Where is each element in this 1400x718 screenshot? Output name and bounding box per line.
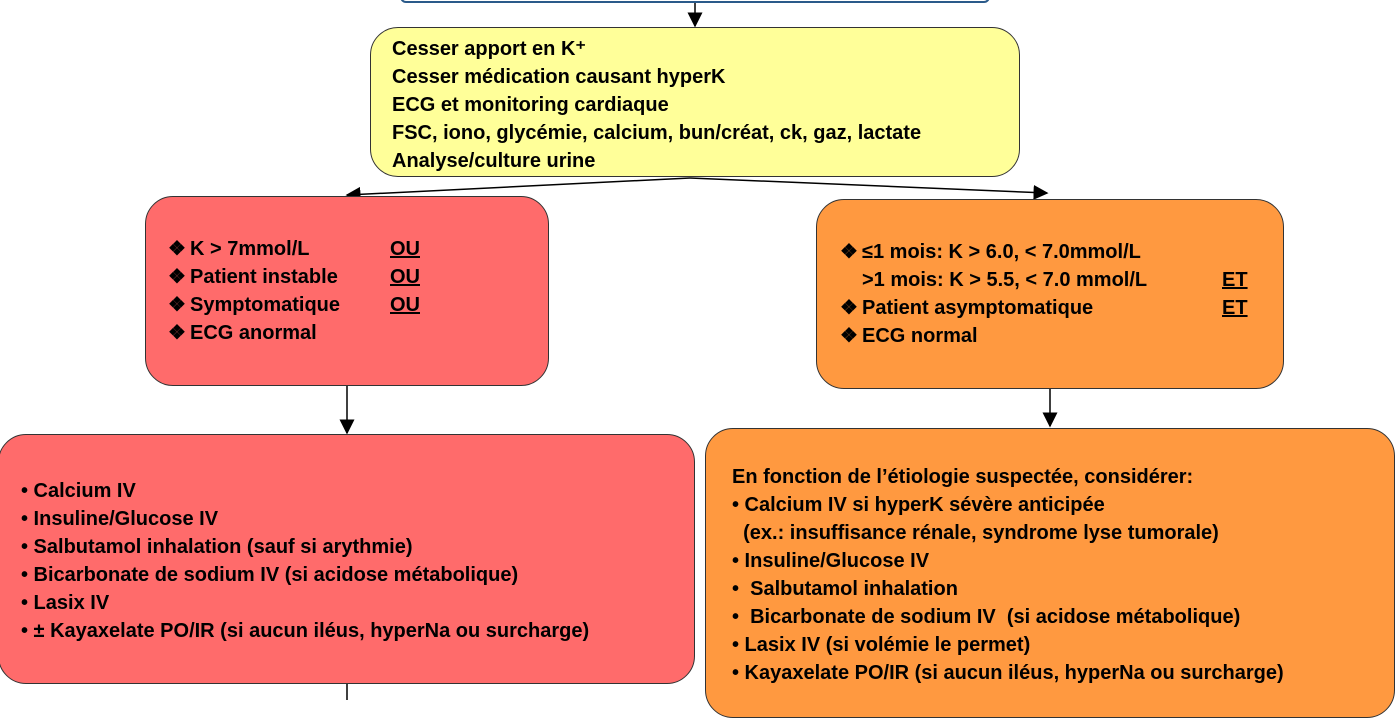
initial-action-item: Cesser apport en K⁺ [392,38,586,60]
mild-criteria-text: >1 mois: K > 5.5, < 7.0 mmol/L [862,269,1148,291]
mild-criteria-box [816,199,1284,389]
mild-treatment-item: • Kayaxelate PO/IR (si aucun iléus, hyperNa ou surcharge) [732,662,1284,684]
severe-treatment-item: • Insuline/Glucose IV [21,508,219,530]
bullet-icon: ❖ [840,325,858,347]
initial-actions-box [370,27,1020,177]
mild-treatment-item: • Insuline/Glucose IV [732,550,930,572]
severe-treatment-item: • Calcium IV [21,480,136,502]
severe-treatment-item: • Salbutamol inhalation (sauf si arythmie) [21,536,413,558]
severe-criteria-text: ECG anormal [190,322,317,344]
initial-actions-list [392,35,1019,175]
mild-treatment-list [732,491,1394,687]
severe-criteria-box [145,196,549,386]
severe-treatment-box [0,434,695,684]
severe-criteria-text: Symptomatique [190,294,341,316]
initial-action-item: FSC, iono, glycémie, calcium, bun/créat, ck, gaz, lactate [392,122,922,144]
arrow-yellow-to-left [347,178,690,195]
mild-criteria-item [840,322,1283,350]
mild-treatment-item: • Calcium IV si hyperK sévère anticipée [732,494,1105,516]
severe-criteria-connector: OU [390,294,420,316]
mild-criteria-text: Patient asymptomatique [862,297,1094,319]
bullet-icon: ❖ [168,238,186,260]
mild-treatment-item: • Bicarbonate de sodium IV (si acidose métabolique) [732,606,1241,628]
mild-criteria-item [840,238,1283,266]
severe-treatment-list [21,477,694,645]
arrow-yellow-to-right [690,178,1047,193]
initial-action-item: Cesser médication causant hyperK [392,66,726,88]
severe-criteria-item [168,291,548,319]
initial-action-item: Analyse/culture urine [392,150,596,172]
mild-criteria-connector: ET [1222,269,1248,291]
mild-criteria-list [840,238,1283,350]
severe-criteria-connector: OU [390,238,420,260]
severe-treatment-item: • Lasix IV [21,592,110,614]
mild-treatment-item: • Salbutamol inhalation [732,578,958,600]
bullet-icon: ❖ [168,266,186,288]
severe-criteria-item [168,263,548,291]
mild-treatment-item: • Lasix IV (si volémie le permet) [732,634,1031,656]
mild-criteria-connector: ET [1222,297,1248,319]
bullet-icon: ❖ [840,297,858,319]
mild-treatment-box [705,428,1395,718]
severe-criteria-connector: OU [390,266,420,288]
bullet-icon: ❖ [168,294,186,316]
severe-criteria-item [168,235,548,263]
bullet-icon: ❖ [840,241,858,263]
severe-treatment-item: • ± Kayaxelate PO/IR (si aucun iléus, hyperNa ou surcharge) [21,620,590,642]
initial-action-item: ECG et monitoring cardiaque [392,94,669,116]
severe-treatment-item: • Bicarbonate de sodium IV (si acidose métabolique) [21,564,519,586]
mild-criteria-item [840,294,1283,322]
severe-criteria-list [168,235,548,347]
bullet-icon [840,266,862,294]
mild-treatment-item: (ex.: insuffisance rénale, syndrome lyse tumorale) [732,522,1219,544]
severe-criteria-text: Patient instable [190,266,338,288]
severe-criteria-item [168,319,548,347]
bullet-icon: ❖ [168,322,186,344]
mild-criteria-text: ECG normal [862,325,978,347]
mild-criteria-item [840,266,1283,294]
severe-criteria-text: K > 7mmol/L [190,238,310,260]
mild-treatment-intro: En fonction de l’étiologie suspectée, considérer: [732,466,1194,488]
previous-step-box [400,0,990,3]
mild-criteria-text: ≤1 mois: K > 6.0, < 7.0mmol/L [862,241,1141,263]
